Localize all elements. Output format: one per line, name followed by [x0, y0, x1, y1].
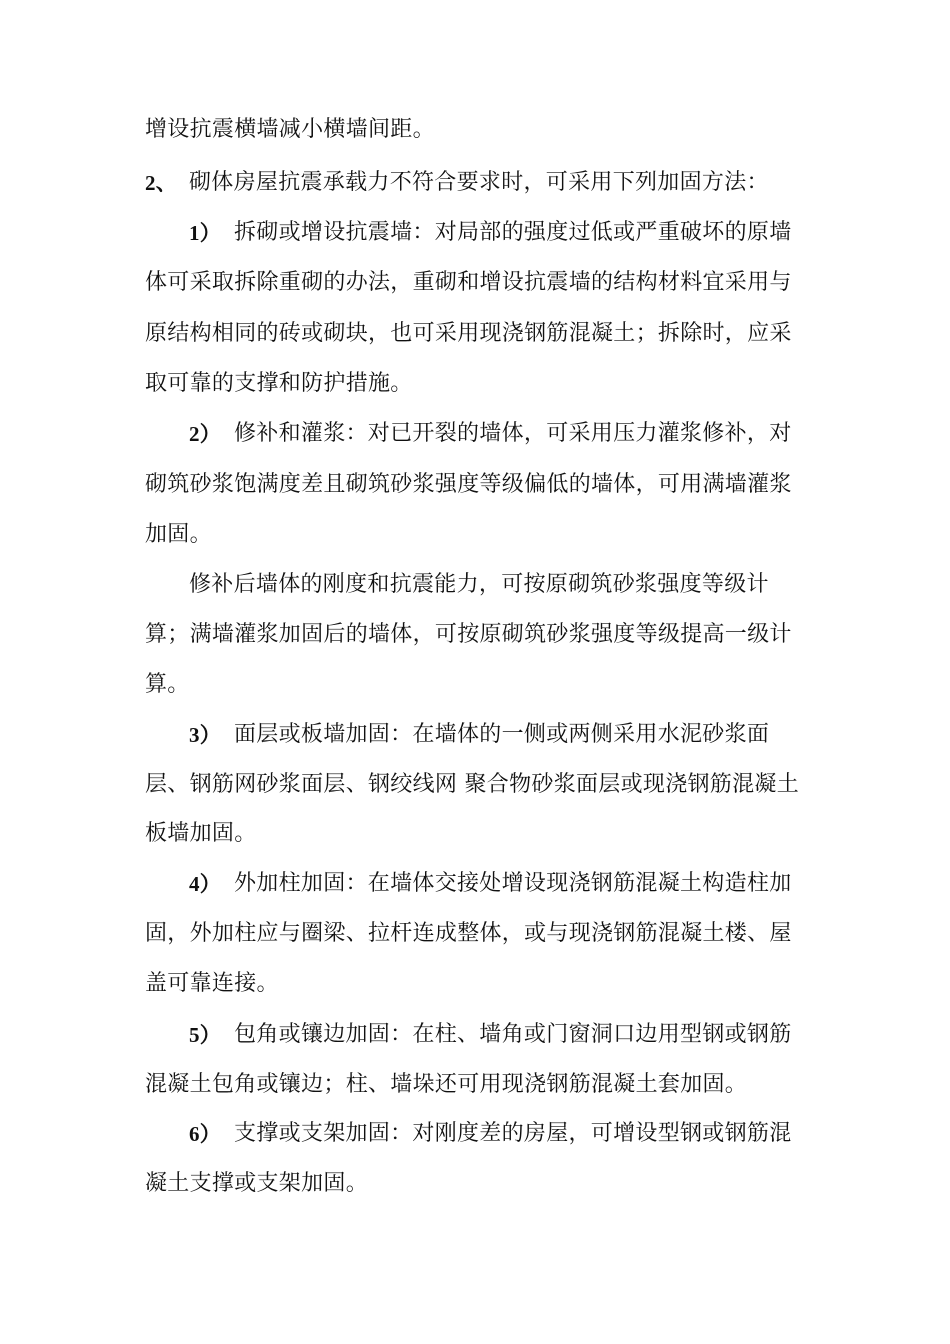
line-text: 修补和灌浆：对已开裂的墙体，可采用压力灌浆修补，对 [234, 421, 792, 446]
line-text: 面层或板墙加固：在墙体的一侧或两侧采用水泥砂浆面 [234, 722, 770, 747]
line-text: 修补后墙体的刚度和抗震能力，可按原砌筑砂浆强度等级计 [189, 572, 769, 597]
line-text: 混凝土包角或镶边；柱、墙垛还可用现浇钢筋混凝土套加固。 [145, 1072, 748, 1097]
line-text: 固，外加柱应与圈梁、拉杆连成整体，或与现浇钢筋混凝土楼、屋 [145, 921, 792, 946]
line-text: 支撑或支架加固：对刚度差的房屋，可增设型钢或钢筋混 [234, 1121, 792, 1146]
line-text: 原结构相同的砖或砌块，也可采用现浇钢筋混凝土；拆除时，应采 [145, 321, 792, 346]
line-text: 拆砌或增设抗震墙：对局部的强度过低或严重破坏的原墙 [234, 220, 792, 245]
line-text: 凝土支撑或支架加固。 [145, 1171, 369, 1196]
line-text: 取可靠的支撑和防护措施。 [145, 371, 413, 396]
list-number: 2） [189, 422, 222, 446]
line-text: 加固。 [145, 522, 212, 547]
line-text: 外加柱加固：在墙体交接处增设现浇钢筋混凝土构造柱加 [234, 871, 792, 896]
list-number: 5） [189, 1023, 222, 1047]
line-text: 体可采取拆除重砌的办法，重砌和增设抗震墙的结构材料宜采用与 [145, 270, 792, 295]
list-number: 4） [189, 872, 222, 896]
list-number: 2、 [145, 171, 178, 195]
line-text: 包角或镶边加固：在柱、墙角或门窗洞口边用型钢或钢筋 [234, 1022, 792, 1047]
list-number: 6） [189, 1122, 222, 1146]
list-number: 1） [189, 221, 222, 245]
line-text: 算。 [145, 672, 190, 697]
line-text: 盖可靠连接。 [145, 971, 279, 996]
line-text: 层、钢筋网砂浆面层、钢绞线网 聚合物砂浆面层或现浇钢筋混凝土 [145, 772, 799, 797]
line-text: 增设抗震横墙减小横墙间距。 [145, 117, 435, 142]
list-number: 3） [189, 723, 222, 747]
line-text: 板墙加固。 [145, 821, 257, 846]
line-text: 砌体房屋抗震承载力不符合要求时，可采用下列加固方法： [189, 170, 769, 195]
line-text: 算；满墙灌浆加固后的墙体，可按原砌筑砂浆强度等级提高一级计 [145, 622, 792, 647]
line-text: 砌筑砂浆饱满度差且砌筑砂浆强度等级偏低的墙体，可用满墙灌浆 [145, 472, 792, 497]
